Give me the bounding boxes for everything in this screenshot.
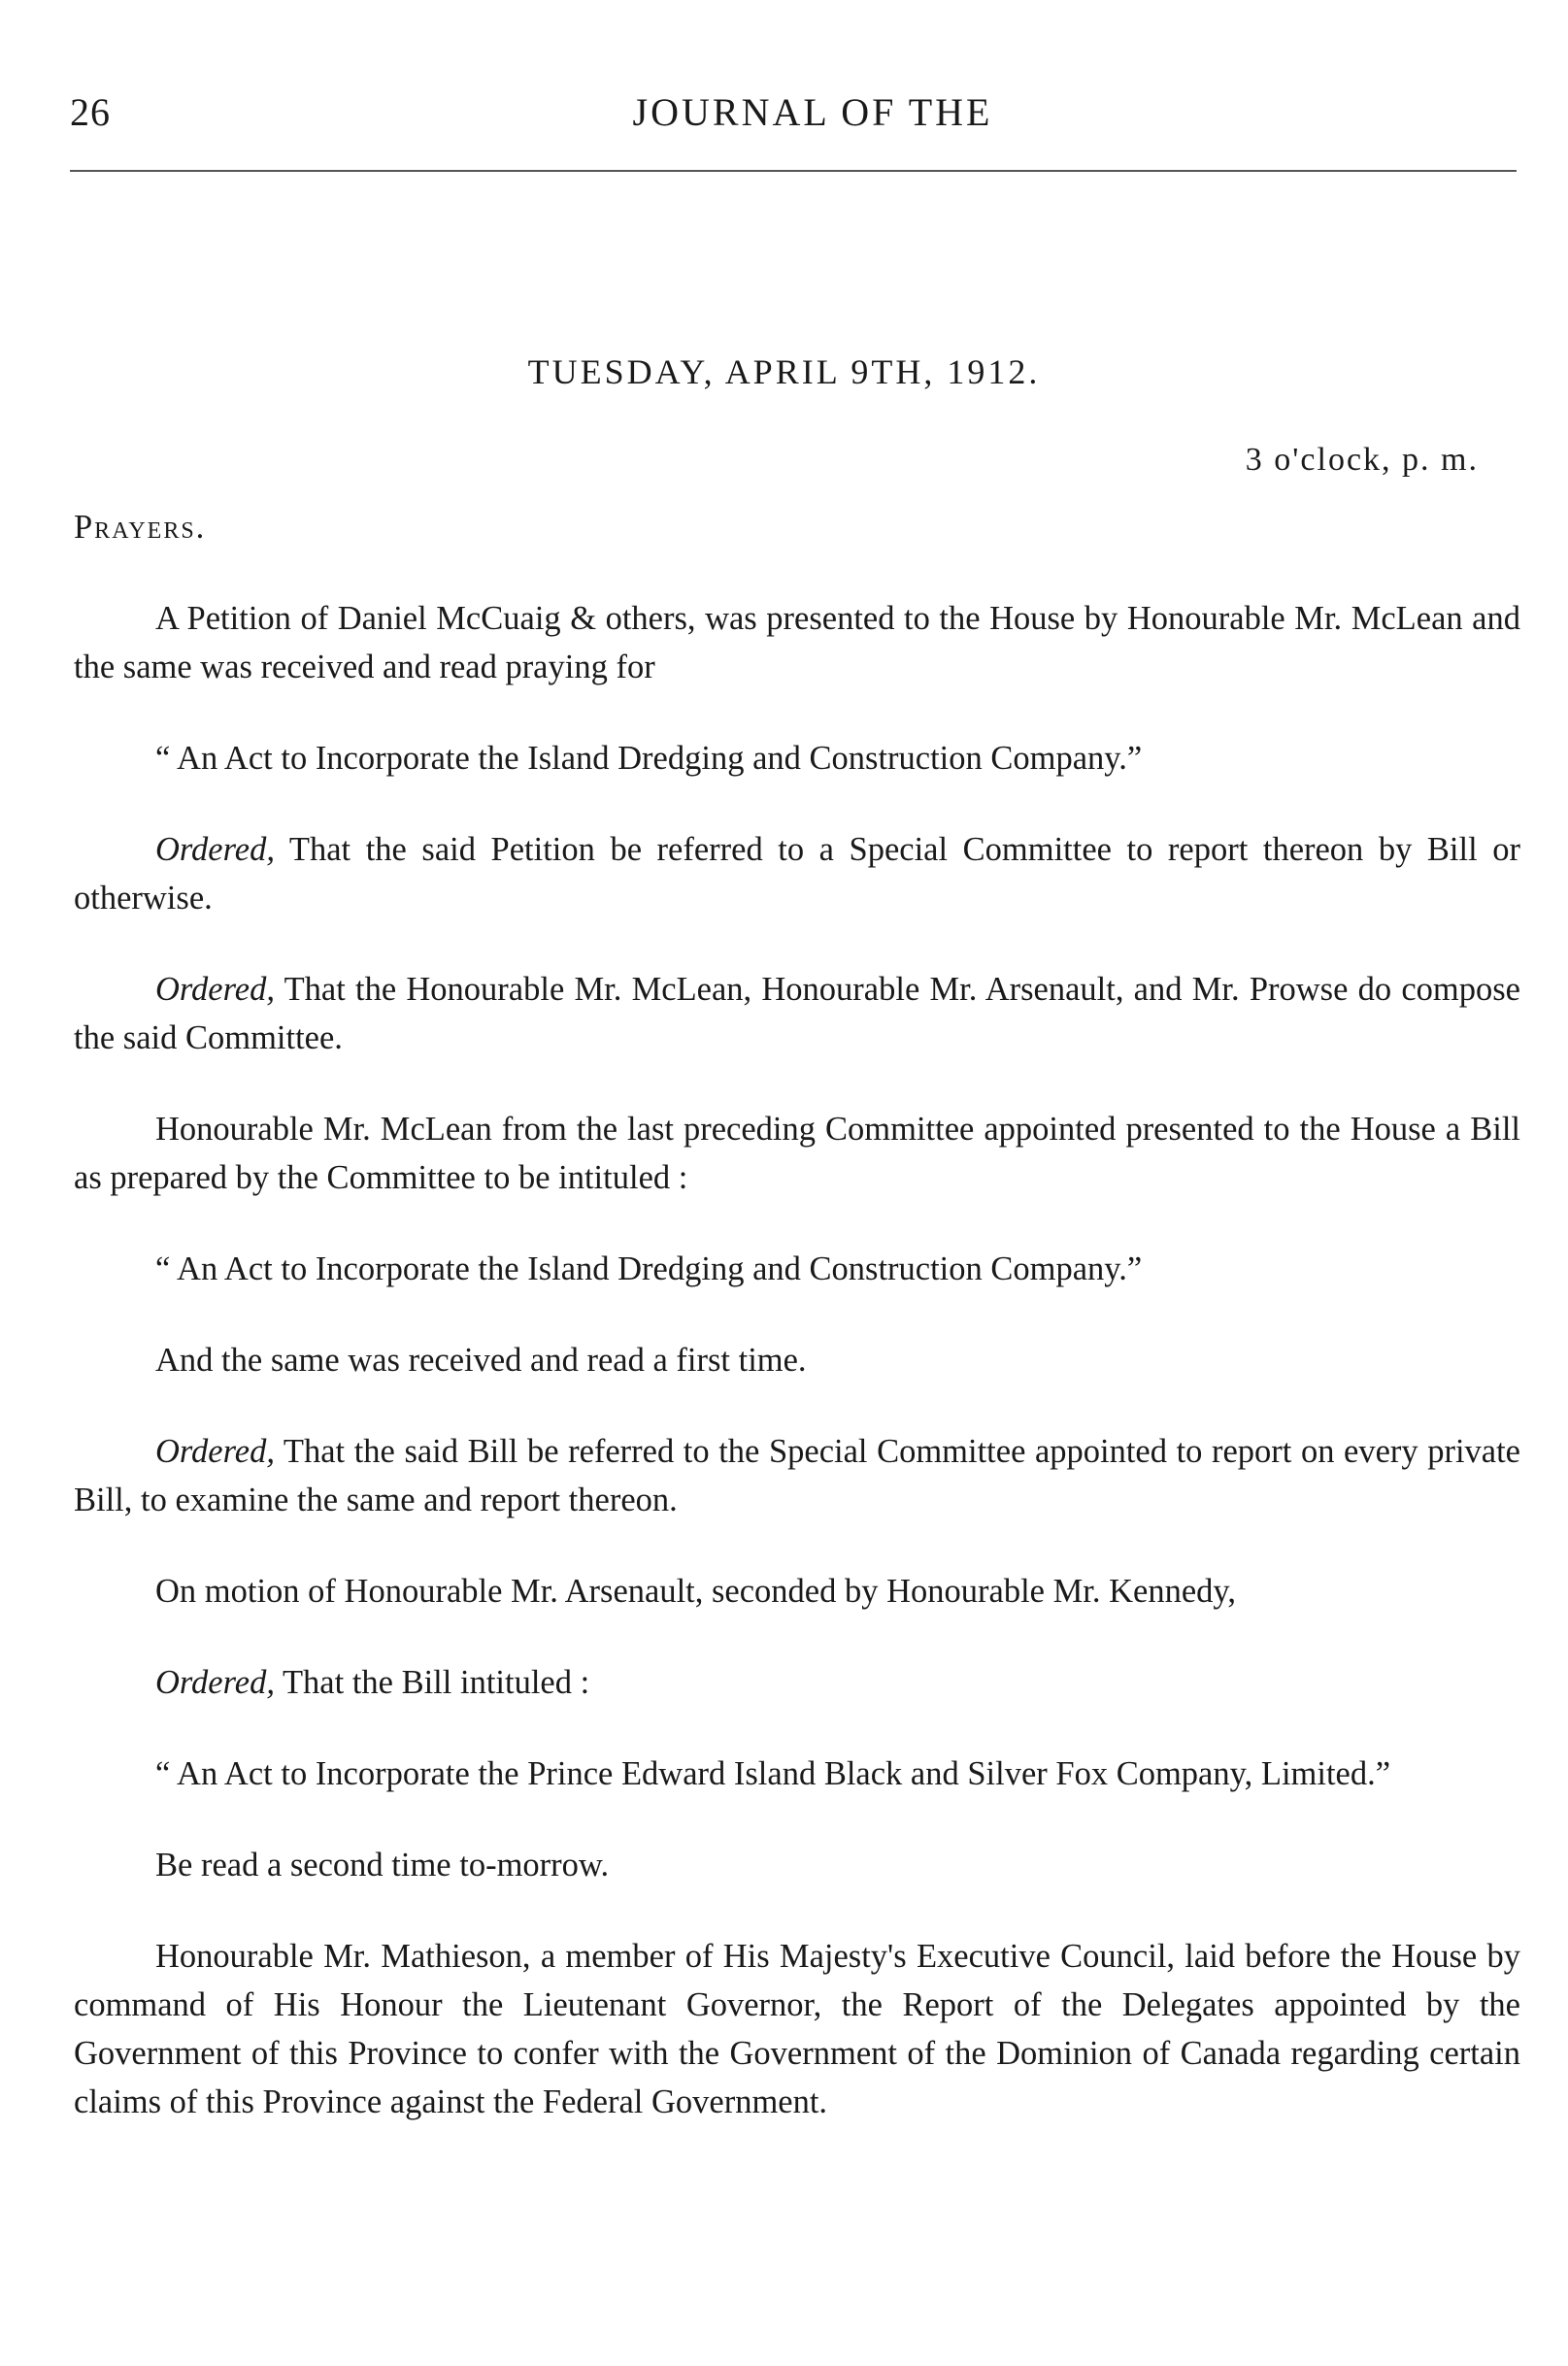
paragraph-text: That the said Petition be referred to a Special Committee to report thereon by Bill or otherwise.	[74, 831, 1520, 916]
paragraph-text: Honourable Mr. Mathieson, a member of His Majesty's Executive Council, laid before the House by command of His Honour the Lieutenant Governor, the Report of the Delegates appointed by the Government of this Province to confer with the Government of the Dominion of Canada regarding certain claims of this Province against the Federal Government.	[74, 1938, 1520, 2120]
running-head: JOURNAL OF THE	[632, 90, 993, 134]
paragraph-text: A Petition of Daniel McCuaig & others, was presented to the House by Honourable Mr. McLean and the same was received and read praying for	[74, 600, 1520, 685]
paragraph	[74, 734, 1520, 783]
time-line: 3 o'clock, p. m.	[1245, 442, 1479, 478]
paragraph-text: Be read a second time to-morrow.	[155, 1847, 610, 1883]
paragraph	[74, 1567, 1520, 1616]
page-header	[70, 89, 1517, 148]
journal-body	[74, 503, 1520, 2169]
prayers-heading: Prayers.	[74, 509, 207, 546]
paragraph	[74, 1841, 1520, 1889]
ordered-label: Ordered,	[155, 971, 275, 1008]
paragraph	[74, 594, 1520, 691]
paragraph	[74, 965, 1520, 1062]
paragraph-text: And the same was received and read a first time.	[155, 1342, 807, 1379]
date-heading: TUESDAY, APRIL 9TH, 1912.	[527, 352, 1041, 391]
paragraph	[74, 1658, 1520, 1707]
paragraph-text: “ An Act to Incorporate the Island Dredging and Construction Company.”	[155, 1250, 1143, 1287]
paragraph-text: That the Honourable Mr. McLean, Honourable Mr. Arsenault, and Mr. Prowse do compose the said Committee.	[74, 971, 1520, 1056]
paragraph-text: “ An Act to Incorporate the Island Dredging and Construction Company.”	[155, 740, 1143, 777]
paragraph	[74, 1336, 1520, 1384]
paragraph-text: That the Bill intituled :	[274, 1664, 590, 1701]
paragraph-text: On motion of Honourable Mr. Arsenault, seconded by Honourable Mr. Kennedy,	[155, 1573, 1237, 1610]
header-rule	[70, 170, 1517, 172]
page-number: 26	[70, 90, 111, 134]
paragraph	[74, 825, 1520, 922]
paragraph	[74, 1932, 1520, 2126]
ordered-label: Ordered,	[155, 831, 275, 868]
paragraph	[74, 1105, 1520, 1202]
ordered-label: Ordered,	[155, 1664, 275, 1701]
paragraph	[74, 1245, 1520, 1293]
paragraph-text: “ An Act to Incorporate the Prince Edward Island Black and Silver Fox Company, Limited.”	[155, 1755, 1391, 1792]
paragraph-text: That the said Bill be referred to the Special Committee appointed to report on every private Bill, to examine the same and report thereon.	[74, 1433, 1520, 1518]
paragraph	[74, 1427, 1520, 1524]
ordered-label: Ordered,	[155, 1433, 275, 1470]
paragraph-text: Honourable Mr. McLean from the last preceding Committee appointed presented to the House a Bill as prepared by the Committee to be intituled :	[74, 1111, 1520, 1196]
paragraph	[74, 1750, 1520, 1798]
